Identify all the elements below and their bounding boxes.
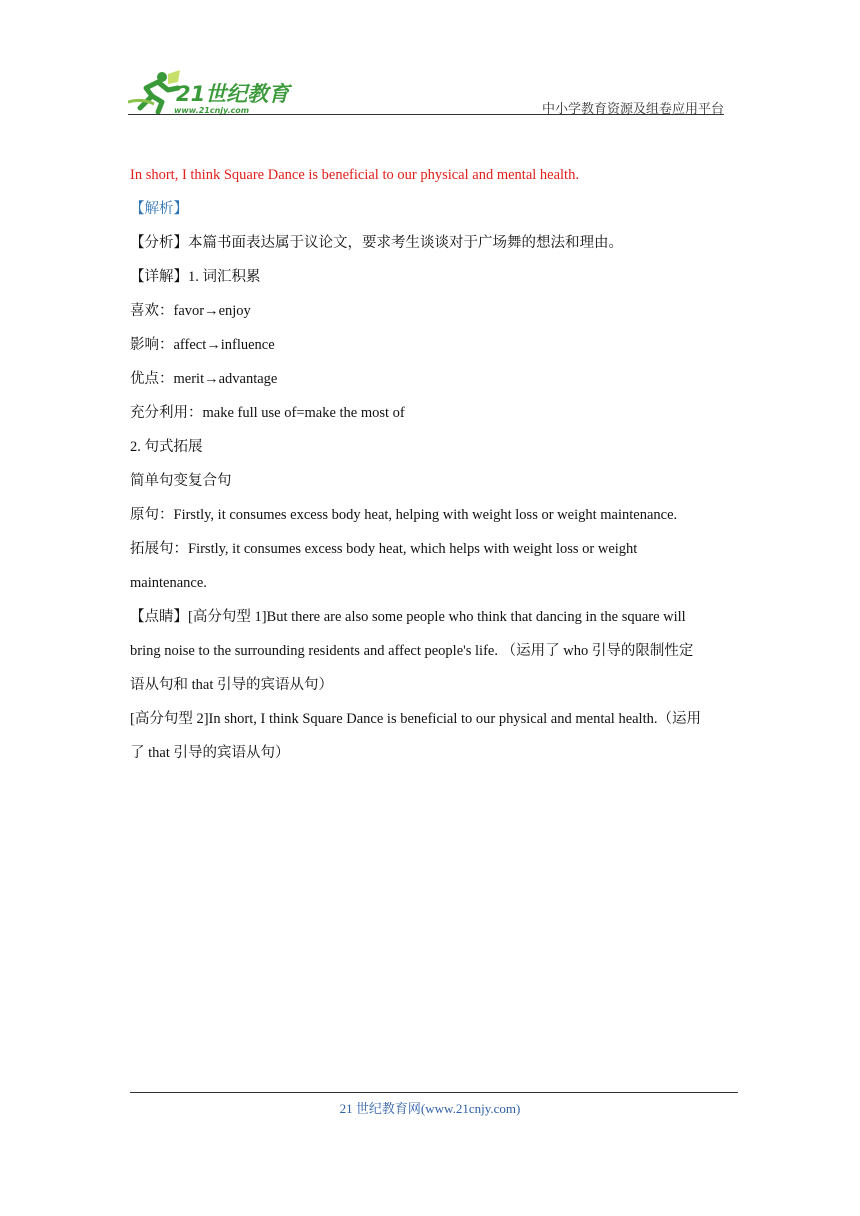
footer-text: 21 世纪教育网(www.21cnjy.com) xyxy=(339,1101,521,1116)
pattern2-paragraph: [高分句型 2]In short, I think Square Dance is beneficial to our physical and mental health.（运用 xyxy=(130,711,701,727)
logo-text: 21世纪教育 xyxy=(176,82,290,106)
logo xyxy=(128,68,308,116)
section-heading: 2. 句式拓展 xyxy=(130,439,203,455)
section-subheading: 简单句变复合句 xyxy=(130,473,232,489)
detail-heading: 【详解】1. 词汇积累 xyxy=(130,269,261,285)
conclusion-sentence: In short, I think Square Dance is beneficial to our physical and mental health. xyxy=(130,167,579,183)
expanded-sentence-cont: maintenance. xyxy=(130,575,207,591)
analysis-tag: 【解析】 xyxy=(130,201,188,217)
page-header xyxy=(128,68,724,116)
original-sentence: 原句：Firstly, it consumes excess body heat, helping with weight loss or weight maintenance. xyxy=(130,507,678,523)
footer-divider xyxy=(130,1092,738,1093)
dianjing-paragraph: 【点睛】[高分句型 1]But there are also some people who think that dancing in the square will xyxy=(130,609,686,625)
dianjing-paragraph-cont: bring noise to the surrounding residents and affect people's life. （运用了 who 引导的限制性定 xyxy=(130,643,694,659)
vocab-item: 影响：affect→influence xyxy=(130,337,275,353)
dianjing-paragraph-cont: 语从句和 that 引导的宾语从句） xyxy=(130,677,333,693)
pattern2-paragraph-cont: 了 that 引导的宾语从句） xyxy=(130,745,290,761)
analysis-paragraph: 【分析】本篇书面表达属于议论文，要求考生谈谈对于广场舞的想法和理由。 xyxy=(130,235,623,251)
header-divider xyxy=(128,114,724,115)
vocab-item: 充分利用：make full use of=make the most of xyxy=(130,405,405,421)
logo-url: www.21cnjy.com xyxy=(174,106,250,115)
vocab-item: 喜欢：favor→enjoy xyxy=(130,303,251,319)
expanded-sentence: 拓展句：Firstly, it consumes excess body heat, which helps with weight loss or weight xyxy=(130,541,638,557)
runner-icon xyxy=(128,70,180,112)
platform-name: 中小学教育资源及组卷应用平台 xyxy=(541,102,724,117)
vocab-item: 优点：merit→advantage xyxy=(130,371,278,387)
document-body xyxy=(130,158,726,770)
